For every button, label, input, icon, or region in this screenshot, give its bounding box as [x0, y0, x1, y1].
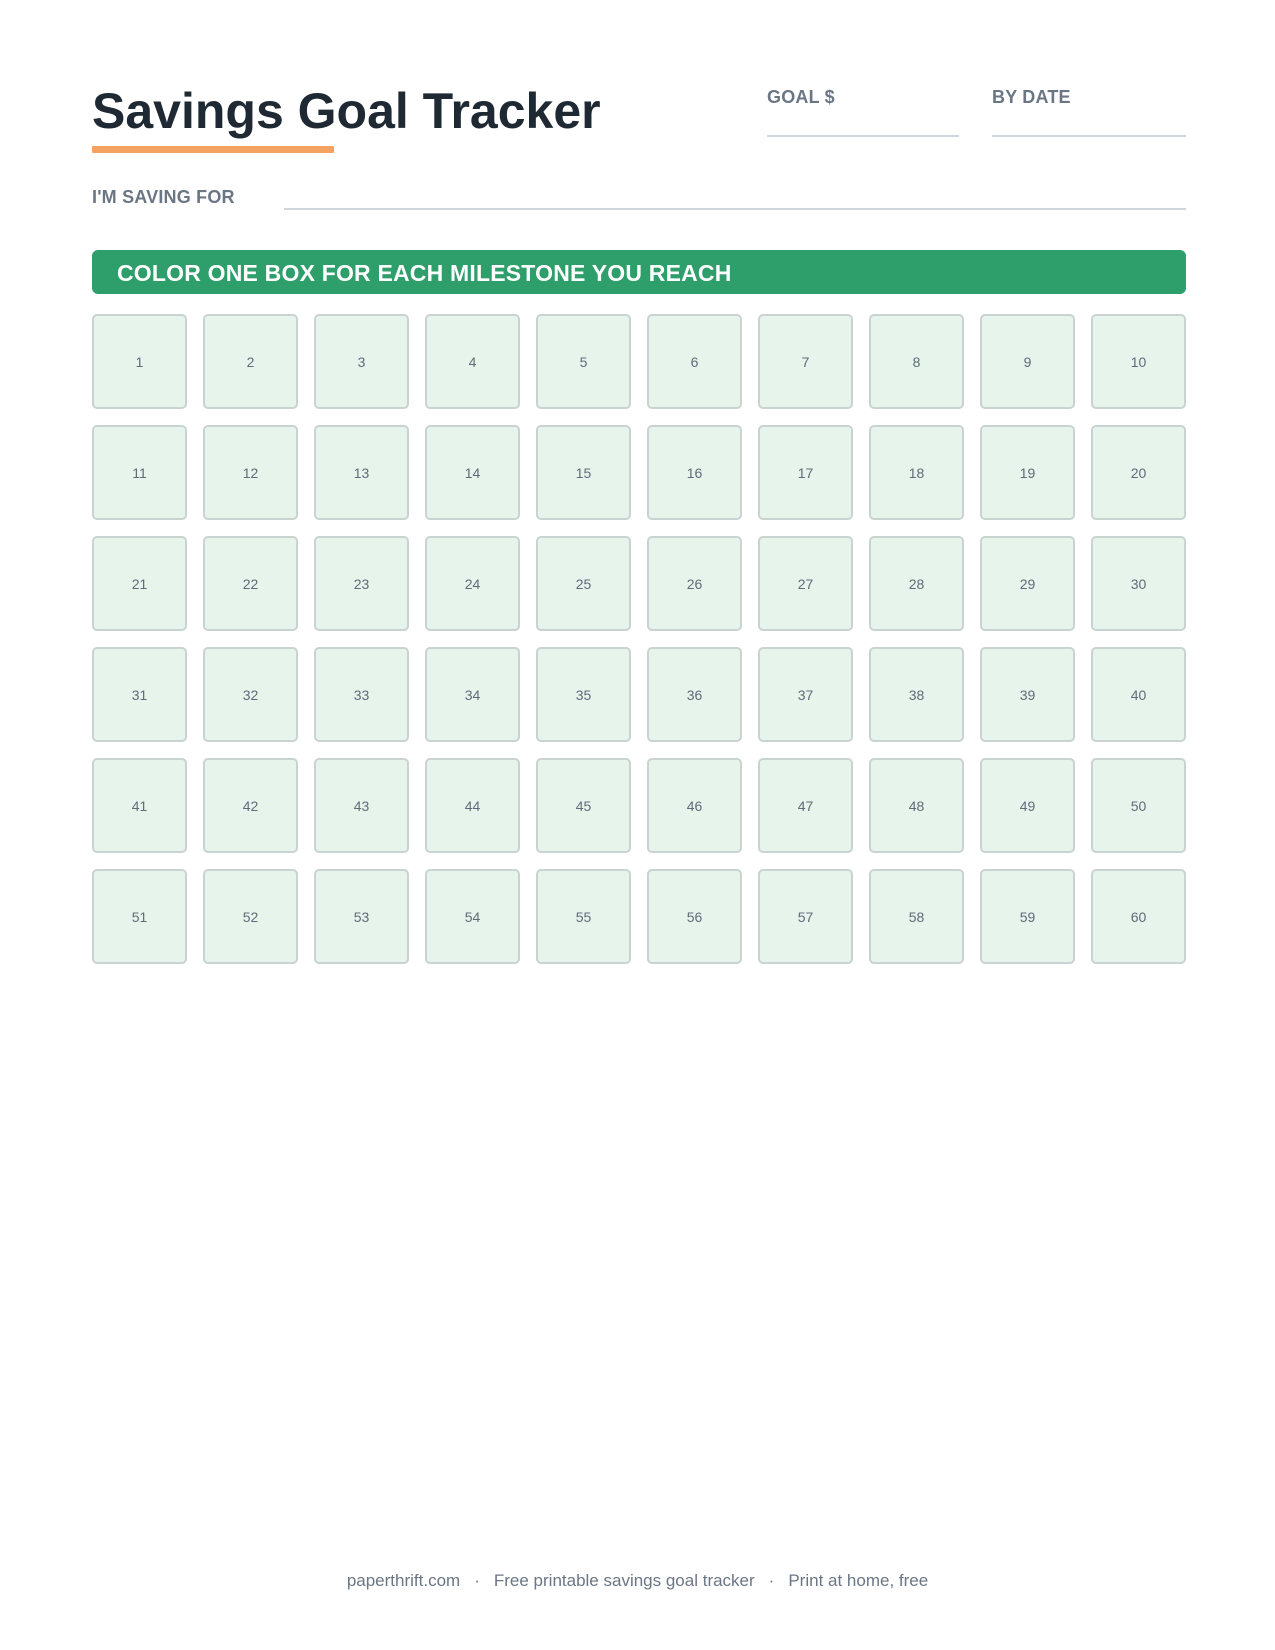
milestone-box[interactable]: 46 [647, 758, 742, 853]
milestone-box[interactable]: 1 [92, 314, 187, 409]
milestone-box[interactable]: 35 [536, 647, 631, 742]
goal-label: GOAL $ [767, 87, 835, 107]
milestone-box[interactable]: 31 [92, 647, 187, 742]
milestone-box[interactable]: 53 [314, 869, 409, 964]
milestone-box[interactable]: 33 [314, 647, 409, 742]
footer-description: Free printable savings goal tracker [493, 1571, 755, 1590]
milestone-box[interactable]: 52 [203, 869, 298, 964]
footer [0, 1570, 1275, 1592]
milestone-box[interactable]: 54 [425, 869, 520, 964]
milestone-box[interactable]: 41 [92, 758, 187, 853]
milestone-box[interactable]: 12 [203, 425, 298, 520]
milestone-box[interactable]: 9 [980, 314, 1075, 409]
milestone-box[interactable]: 38 [869, 647, 964, 742]
milestone-box[interactable]: 27 [758, 536, 853, 631]
milestone-box[interactable]: 18 [869, 425, 964, 520]
instruction-banner [92, 250, 1186, 294]
footer-separator: · [474, 1571, 480, 1590]
milestone-box[interactable]: 7 [758, 314, 853, 409]
milestone-box[interactable]: 55 [536, 869, 631, 964]
milestone-box[interactable]: 29 [980, 536, 1075, 631]
by-date-field[interactable] [992, 135, 1186, 137]
milestone-grid [92, 314, 1186, 964]
footer-note: Print at home, free [788, 1571, 929, 1590]
milestone-box[interactable]: 28 [869, 536, 964, 631]
milestone-box[interactable]: 42 [203, 758, 298, 853]
milestone-box[interactable]: 14 [425, 425, 520, 520]
milestone-box[interactable]: 21 [92, 536, 187, 631]
milestone-box[interactable]: 36 [647, 647, 742, 742]
milestone-box[interactable]: 6 [647, 314, 742, 409]
milestone-box[interactable]: 5 [536, 314, 631, 409]
milestone-box[interactable]: 50 [1091, 758, 1186, 853]
milestone-box[interactable]: 44 [425, 758, 520, 853]
milestone-box[interactable]: 49 [980, 758, 1075, 853]
milestone-box[interactable]: 2 [203, 314, 298, 409]
milestone-box[interactable]: 24 [425, 536, 520, 631]
milestone-box[interactable]: 47 [758, 758, 853, 853]
milestone-box[interactable]: 11 [92, 425, 187, 520]
title-underline [92, 146, 334, 153]
milestone-box[interactable]: 25 [536, 536, 631, 631]
milestone-box[interactable]: 22 [203, 536, 298, 631]
milestone-box[interactable]: 4 [425, 314, 520, 409]
milestone-box[interactable]: 40 [1091, 647, 1186, 742]
milestone-box[interactable]: 23 [314, 536, 409, 631]
milestone-box[interactable]: 48 [869, 758, 964, 853]
milestone-box[interactable]: 17 [758, 425, 853, 520]
instruction-text: COLOR ONE BOX FOR EACH MILESTONE YOU REACH [117, 260, 732, 286]
milestone-box[interactable]: 3 [314, 314, 409, 409]
milestone-box[interactable]: 56 [647, 869, 742, 964]
saving-for-label: I'M SAVING FOR [92, 187, 235, 207]
milestone-box[interactable]: 8 [869, 314, 964, 409]
milestone-box[interactable]: 51 [92, 869, 187, 964]
footer-separator: · [768, 1571, 775, 1590]
milestone-box[interactable]: 43 [314, 758, 409, 853]
milestone-box[interactable]: 30 [1091, 536, 1186, 631]
milestone-box[interactable]: 13 [314, 425, 409, 520]
milestone-box[interactable]: 15 [536, 425, 631, 520]
goal-field[interactable] [767, 135, 959, 137]
by-date-label: BY DATE [992, 87, 1071, 107]
milestone-box[interactable]: 26 [647, 536, 742, 631]
footer-site: paperthrift.com [346, 1571, 461, 1590]
milestone-box[interactable]: 34 [425, 647, 520, 742]
milestone-box[interactable]: 10 [1091, 314, 1186, 409]
milestone-box[interactable]: 16 [647, 425, 742, 520]
milestone-box[interactable]: 45 [536, 758, 631, 853]
saving-for-field[interactable] [284, 208, 1186, 210]
milestone-box[interactable]: 32 [203, 647, 298, 742]
milestone-box[interactable]: 57 [758, 869, 853, 964]
milestone-box[interactable]: 20 [1091, 425, 1186, 520]
milestone-box[interactable]: 19 [980, 425, 1075, 520]
milestone-box[interactable]: 60 [1091, 869, 1186, 964]
milestone-box[interactable]: 37 [758, 647, 853, 742]
milestone-box[interactable]: 59 [980, 869, 1075, 964]
milestone-box[interactable]: 58 [869, 869, 964, 964]
milestone-box[interactable]: 39 [980, 647, 1075, 742]
page-title: Savings Goal Tracker [92, 83, 601, 139]
